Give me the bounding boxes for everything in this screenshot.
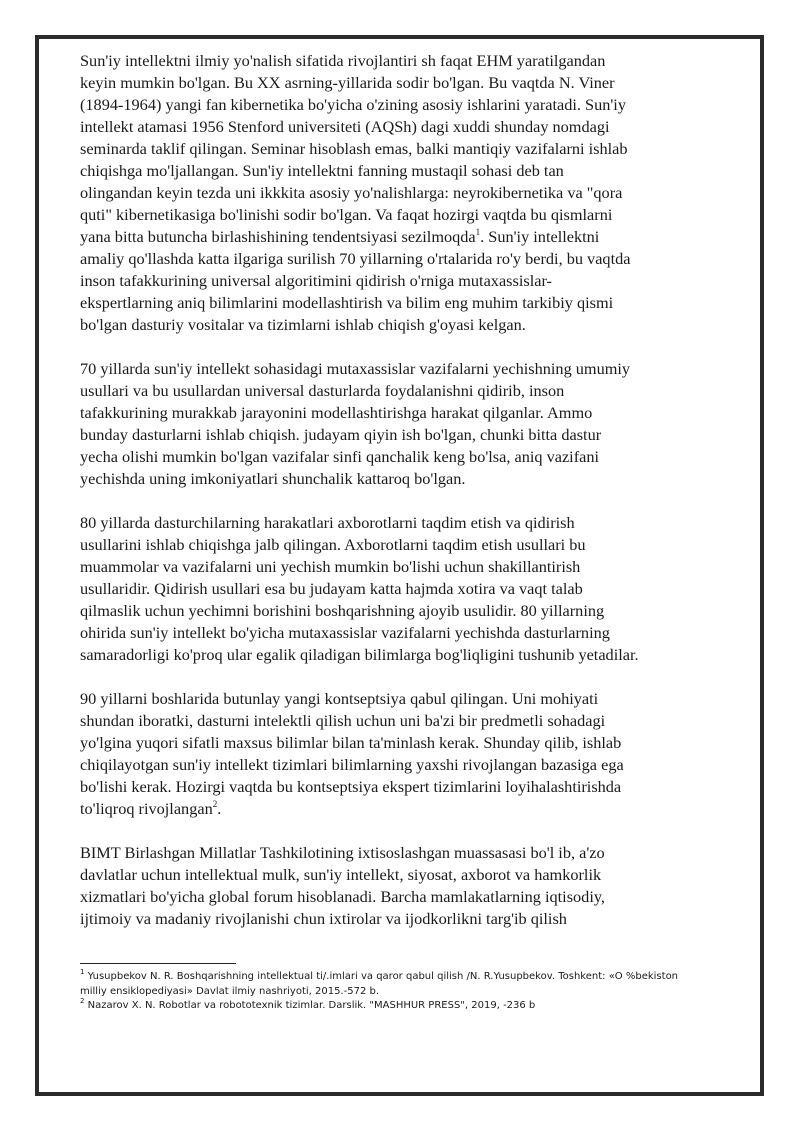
paragraph-2: [80, 358, 640, 490]
paragraph-2-text: 70 yillarda sun'iy intellekt sohasidagi mutaxassislar vazifalarni yechishning umumiy usullari va bu usullardan universal dasturlarda foydalanishni qidirib, inson tafakkurining murakkab jarayonini modellashtirishga harakat qilganlar. Ammo bunday dasturlarni ishlab chiqish. judayam qiyin ish bo'lgan, chunki bitta dastur yecha olishi mumkin bo'lgan vazifalar sinfi qanchalik keng bo'lsa, aniq vazifani yechishda uning imkoniyatlari shunchalik kattaroq bo'lgan.: [80, 359, 631, 488]
footnote-2: [80, 996, 700, 1014]
footnotes: [80, 967, 700, 1014]
paragraph-3-text: 80 yillarda dasturchilarning harakatlari axborotlarni taqdim etish va qidirish usullarini ishlab chiqishga jalb qilingan. Axborotlarni taqdim etish usullari bu muammolar va vazifalarni uni yechish mumkin bo'lishi uchun shakillantirish usullaridir. Qidirish usullari esa bu judayam katta hajmda xotira va vaqt talab qilmaslik uchun yechimni borishini boshqarishning ajoyib usulidir. 80 yillarning ohirida sun'iy intellekt bo'yicha mutaxassislar vazifalarni yechishda dasturlarning samaradorligi ko'proq ular egalik qiladigan bilimlarga bog'liqligini tushunib yetadilar.: [80, 513, 639, 664]
paragraph-4: [80, 688, 640, 820]
paragraph-1-text-cont: . Sun'iy intellektni amaliy qo'llashda katta ilgariga surilish 70 yillarning o'rtalarida ro'y berdi, bu vaqtda inson tafakkurining universal algoritimini qidirish o'rniga mutaxassislar-ekspertlarning aniq bilimlarini modellashtirish va bilim eng muhim tarkibiy qismi bo'lgan dasturiy vositalar va tizimlarni ishlab chiqish g'oyasi kelgan.: [80, 227, 631, 334]
footnote-ref-1[interactable]: 1: [475, 226, 481, 237]
footnote-2-text: Nazarov X. N. Robotlar va robototexnik tizimlar. Darslik. "MASHHUR PRESS", 2019, -236 b: [84, 1000, 536, 1011]
paragraph-1-text: Sun'iy intellektni ilmiy yo'nalish sifatida rivojlantiri sh faqat EHM yaratilgandan keyin mumkin bo'lgan. Bu XX asrning-yillarida sodir bo'lgan. Bu vaqtda N. Viner (1894-1964) yangi fan kibernetika bo'yicha o'zining asosiy ishlarini yaratadi. Sun'iy intellekt atamasi 1956 Stenford universiteti (AQSh) dagi xuddi shunday nomdagi seminarda taklif qilingan. Seminar hisoblash emas, balki mantiqiy vazifalarni ishlab chiqishga mo'ljallangan. Sun'iy intellektni fanning mustaqil sohasi deb tan olingandan keyin tezda uni ikkkita asosiy yo'nalishlarga: neyrokibernetika va "qora quti" kibernetikasiga bo'linishi sodir bo'lgan. Va faqat hozirgi vaqtda bu qismlarni yana bitta butuncha birlashishining tendentsiyasi sezilmoqda: [80, 51, 628, 246]
body-text: [80, 50, 640, 952]
paragraph-3: [80, 512, 640, 666]
footnote-2-mark: 2: [80, 996, 85, 1005]
paragraph-1: [80, 50, 640, 336]
paragraph-5-text: BIMT Birlashgan Millatlar Tashkilotining ixtisoslashgan muassasasi bo'l ib, a'zo davlatlar uchun intellektual mulk, sun'iy intellekt, siyosat, axborot va hamkorlik xizmatlari bo'yicha global forum hisoblanadi. Barcha mamlakatlarning iqtisodiy, ijtimoiy va madaniy rivojlanishi chun ixtirolar va ijodkorlikni targ'ib qilish: [80, 843, 605, 928]
paragraph-4-text-cont: .: [217, 799, 222, 818]
footnote-separator: [80, 963, 236, 964]
footnote-1: [80, 967, 700, 999]
paragraph-4-text: 90 yillarni boshlarida butunlay yangi kontseptsiya qabul qilingan. Uni mohiyati shundan iboratki, dasturni intelektli qilish uchun uni ba'zi bir predmetli sohadagi yo'lgina yuqori sifatli maxsus bilimlar bilan ta'minlash kerak. Shunday qilib, ishlab chiqilayotgan sun'iy intellekt tizimlari bilimlarning yaxshi rivojlangan bazasiga ega bo'lishi kerak. Hozirgi vaqtda bu kontseptsiya ekspert tizimlarini loyihalashtirishda to'liqroq rivojlangan: [80, 689, 624, 818]
footnote-ref-2[interactable]: 2: [212, 798, 218, 809]
footnote-1-mark: 1: [80, 967, 85, 976]
paragraph-5: [80, 842, 640, 930]
footnote-1-text: Yusupbekov N. R. Boshqarishning intellektual ti/.imlari va qaror qabul qilish /N. R.Yusupbekov. Toshkent: «O %bekiston milliy ensiklopediyasi» Davlat ilmiy nashriyoti, 2015.-572 b.: [80, 971, 679, 997]
